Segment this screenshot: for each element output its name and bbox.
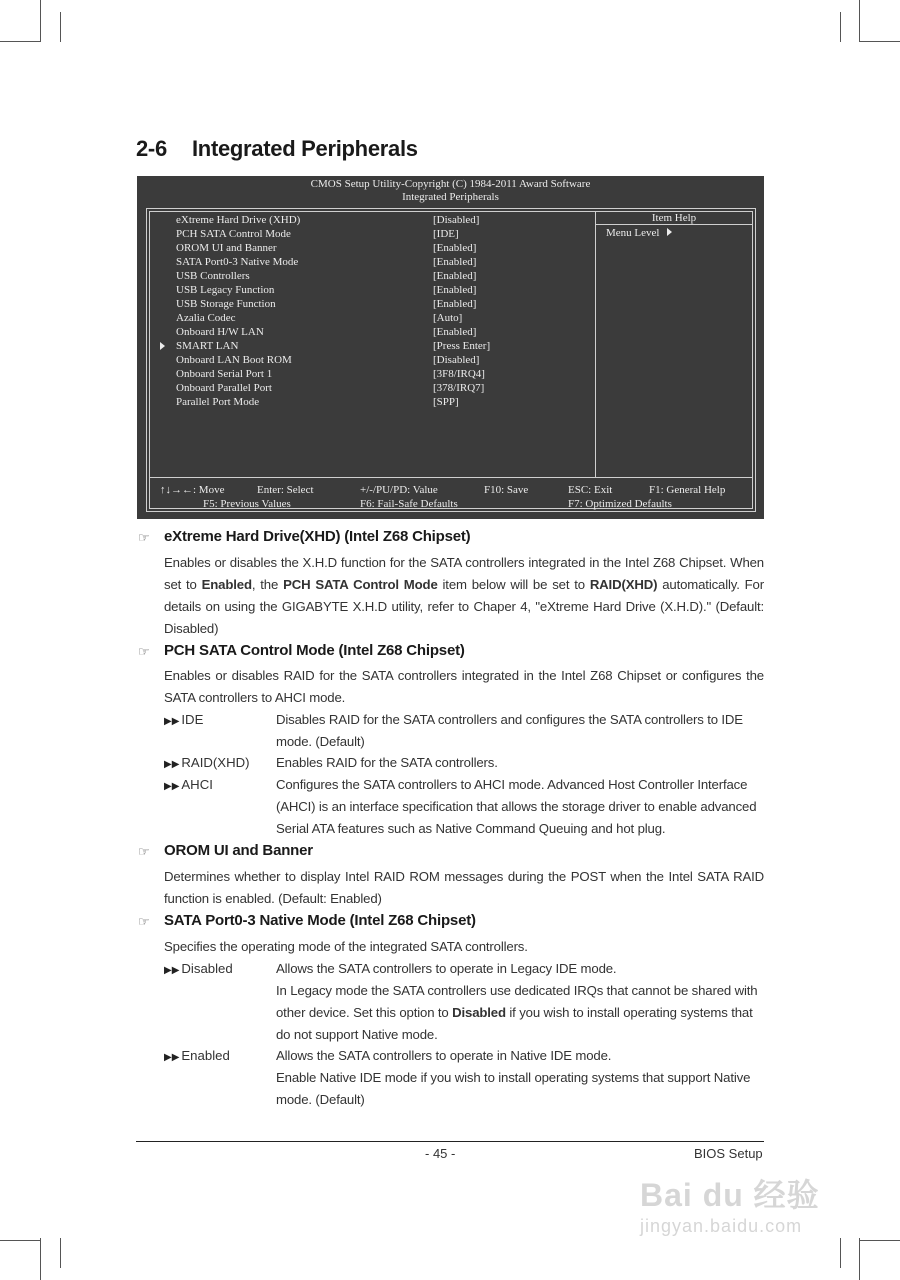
double-arrow-icon: ▶▶ bbox=[164, 759, 180, 770]
watermark-logo-text: Bai du 经验 bbox=[640, 1177, 820, 1213]
double-arrow-icon: ▶▶ bbox=[164, 781, 180, 792]
section-number: 2-6 bbox=[136, 136, 167, 161]
menu-level bbox=[606, 226, 672, 240]
footer-failsafe: F6: Fail-Safe Defaults bbox=[360, 498, 458, 510]
text-segment: , the bbox=[251, 577, 284, 592]
page-number: - 45 - bbox=[425, 1146, 456, 1161]
bios-value-xhd[interactable]: [Disabled] bbox=[433, 214, 480, 226]
heading-xhd: eXtreme Hard Drive(XHD) (Intel Z68 Chipset) bbox=[164, 528, 471, 545]
bios-item-onboard-lan[interactable]: Onboard H/W LAN bbox=[176, 326, 264, 338]
bios-item-parallel-port[interactable]: Onboard Parallel Port bbox=[176, 382, 272, 394]
bios-item-usb-legacy[interactable]: USB Legacy Function bbox=[176, 284, 275, 296]
option-name: RAID(XHD) bbox=[181, 755, 250, 770]
option-ide-desc: Disables RAID for the SATA controllers and configures the SATA controllers to IDE mode. (Default) bbox=[276, 712, 743, 749]
footer-rule bbox=[136, 1141, 764, 1142]
crop-mark bbox=[60, 12, 61, 42]
footer-enter: Enter: Select bbox=[257, 484, 314, 496]
bios-value-lan-boot-rom[interactable]: [Disabled] bbox=[433, 354, 480, 366]
double-arrow-icon: ▶▶ bbox=[164, 1052, 180, 1063]
crop-mark bbox=[40, 1238, 41, 1280]
bios-header-copyright: CMOS Setup Utility-Copyright (C) 1984-2011 Award Software bbox=[310, 178, 591, 190]
option-disabled-desc bbox=[276, 958, 764, 1046]
crop-mark bbox=[859, 1238, 860, 1280]
crop-mark bbox=[860, 41, 900, 42]
double-arrow-icon: ▶▶ bbox=[164, 965, 180, 976]
option-raid-xhd-desc: Enables RAID for the SATA controllers. bbox=[276, 755, 498, 770]
bios-item-parallel-mode[interactable]: Parallel Port Mode bbox=[176, 396, 260, 408]
bios-item-serial-port[interactable]: Onboard Serial Port 1 bbox=[176, 368, 273, 380]
text-segment: Allows the SATA controllers to operate in Legacy IDE mode. bbox=[276, 961, 617, 976]
bios-frame bbox=[146, 208, 756, 512]
bios-item-lan-boot-rom[interactable]: Onboard LAN Boot ROM bbox=[176, 354, 292, 366]
option-raid-xhd bbox=[164, 752, 250, 776]
footer-general-help: F1: General Help bbox=[649, 484, 726, 496]
option-name: Disabled bbox=[181, 961, 233, 976]
paragraph-orom: Determines whether to display Intel RAID ROM messages during the POST when the Intel SATA RAID function is enabled. (Default: Enabled) bbox=[164, 869, 764, 906]
crop-mark bbox=[0, 1240, 40, 1241]
bios-item-sata-native[interactable]: SATA Port0-3 Native Mode bbox=[176, 256, 299, 268]
bios-item-azalia[interactable]: Azalia Codec bbox=[176, 312, 236, 324]
bios-value-usb-controllers[interactable]: [Enabled] bbox=[433, 270, 477, 282]
option-name: Enabled bbox=[181, 1048, 230, 1063]
bios-value-azalia[interactable]: [Auto] bbox=[433, 312, 463, 324]
bios-header-title: Integrated Peripherals bbox=[402, 191, 499, 203]
option-ahci-desc: Configures the SATA controllers to AHCI mode. Advanced Host Controller Interface (AHCI) is an interface specification that allows the storage driver to enable advanced Serial ATA features such as Native Command Queuing and hot plug. bbox=[276, 777, 757, 836]
footer-previous: F5: Previous Values bbox=[203, 498, 291, 510]
pointer-hand-icon: ☞ bbox=[138, 844, 150, 859]
heading-sata-native: SATA Port0-3 Native Mode (Intel Z68 Chipset) bbox=[164, 912, 476, 929]
bios-item-xhd[interactable]: eXtreme Hard Drive (XHD) bbox=[176, 214, 301, 226]
paragraph-pch-sata: Enables or disables RAID for the SATA controllers integrated in the Intel Z68 Chipset or configures the SATA controllers to AHCI mode. bbox=[164, 668, 764, 705]
bios-item-usb-storage[interactable]: USB Storage Function bbox=[176, 298, 276, 310]
text-segment: if you wish to install operating systems that do not support Native mode. bbox=[276, 1005, 753, 1042]
bios-value-usb-storage[interactable]: [Enabled] bbox=[433, 298, 477, 310]
bold-pch-sata: PCH SATA Control Mode bbox=[283, 577, 438, 592]
option-name: AHCI bbox=[181, 777, 213, 792]
paragraph-xhd bbox=[164, 552, 764, 640]
pointer-hand-icon: ☞ bbox=[138, 914, 150, 929]
pointer-hand-icon: ☞ bbox=[138, 644, 150, 659]
option-ide bbox=[164, 709, 203, 733]
footer-value: +/-/PU/PD: Value bbox=[360, 484, 438, 496]
heading-pch-sata: PCH SATA Control Mode (Intel Z68 Chipset) bbox=[164, 642, 465, 659]
menu-level-label: Menu Level bbox=[606, 227, 660, 239]
crop-mark bbox=[860, 1240, 900, 1241]
footer-exit: ESC: Exit bbox=[568, 484, 613, 496]
crop-mark bbox=[60, 1238, 61, 1268]
bios-inner-frame bbox=[149, 211, 753, 509]
bios-value-smart-lan[interactable]: [Press Enter] bbox=[433, 340, 491, 352]
text-segment: In Legacy mode the SATA controllers use dedicated IRQs that cannot be shared with other device. Set this option to bbox=[276, 983, 758, 1020]
baidu-watermark bbox=[640, 1170, 820, 1237]
bios-value-parallel-mode[interactable]: [SPP] bbox=[433, 396, 459, 408]
crop-mark bbox=[840, 1238, 841, 1268]
submenu-arrow-icon bbox=[160, 342, 165, 350]
bios-item-smart-lan[interactable]: SMART LAN bbox=[176, 340, 239, 352]
option-enabled-desc bbox=[276, 1045, 764, 1111]
option-enabled bbox=[164, 1045, 230, 1069]
item-help-title: Item Help bbox=[596, 212, 752, 225]
bios-value-onboard-lan[interactable]: [Enabled] bbox=[433, 326, 477, 338]
bios-item-usb-controllers[interactable]: USB Controllers bbox=[176, 270, 250, 282]
bios-value-parallel-port[interactable]: [378/IRQ7] bbox=[433, 382, 485, 394]
bold-raid-xhd: RAID(XHD) bbox=[589, 577, 658, 592]
bios-value-serial-port[interactable]: [3F8/IRQ4] bbox=[433, 368, 485, 380]
option-ahci bbox=[164, 774, 213, 798]
crop-mark bbox=[840, 12, 841, 42]
bios-item-orom[interactable]: OROM UI and Banner bbox=[176, 242, 277, 254]
bios-divider-horizontal bbox=[150, 477, 752, 478]
option-disabled bbox=[164, 958, 233, 982]
pointer-hand-icon: ☞ bbox=[138, 530, 150, 545]
bios-item-pch-sata[interactable]: PCH SATA Control Mode bbox=[176, 228, 291, 240]
text-segment: automatically. For details on using the GIGABYTE X.H.D utility, refer to Chaper 4, "eXtreme Hard Drive (X.H.D)." (Default: Disabled) bbox=[164, 577, 764, 636]
crop-mark bbox=[0, 41, 40, 42]
text-segment: Enables or disables the X.H.D function for the SATA controllers integrated in the Intel Z68 Chipset. When set to bbox=[164, 555, 764, 592]
option-name: IDE bbox=[181, 712, 204, 727]
bold-enabled: Enabled bbox=[201, 577, 252, 592]
footer-chapter-title: BIOS Setup bbox=[694, 1146, 763, 1161]
bios-value-sata-native[interactable]: [Enabled] bbox=[433, 256, 477, 268]
text-segment: Allows the SATA controllers to operate in Native IDE mode. bbox=[276, 1048, 612, 1063]
footer-save: F10: Save bbox=[484, 484, 529, 496]
bios-screen bbox=[137, 176, 764, 519]
section-title bbox=[136, 136, 418, 162]
heading-orom: OROM UI and Banner bbox=[164, 842, 313, 859]
text-segment: Enable Native IDE mode if you wish to install operating systems that support Native mode. (Default) bbox=[276, 1070, 751, 1107]
crop-mark bbox=[40, 0, 41, 42]
paragraph-sata-native: Specifies the operating mode of the integrated SATA controllers. bbox=[164, 939, 528, 954]
bios-value-usb-legacy[interactable]: [Enabled] bbox=[433, 284, 477, 296]
bios-value-orom[interactable]: [Enabled] bbox=[433, 242, 477, 254]
menu-level-arrow-icon bbox=[667, 228, 672, 236]
text-segment: item below will be set to bbox=[437, 577, 590, 592]
bold-disabled: Disabled bbox=[452, 1005, 506, 1020]
crop-mark bbox=[859, 0, 860, 42]
double-arrow-icon: ▶▶ bbox=[164, 716, 180, 727]
footer-optimized: F7: Optimized Defaults bbox=[568, 498, 672, 510]
section-title-text: Integrated Peripherals bbox=[192, 136, 418, 161]
bios-value-pch-sata[interactable]: [IDE] bbox=[433, 228, 459, 240]
footer-move: ↑↓→←: Move bbox=[160, 484, 225, 496]
watermark-url: jingyan.baidu.com bbox=[640, 1216, 803, 1236]
bios-divider-vertical bbox=[595, 212, 596, 478]
